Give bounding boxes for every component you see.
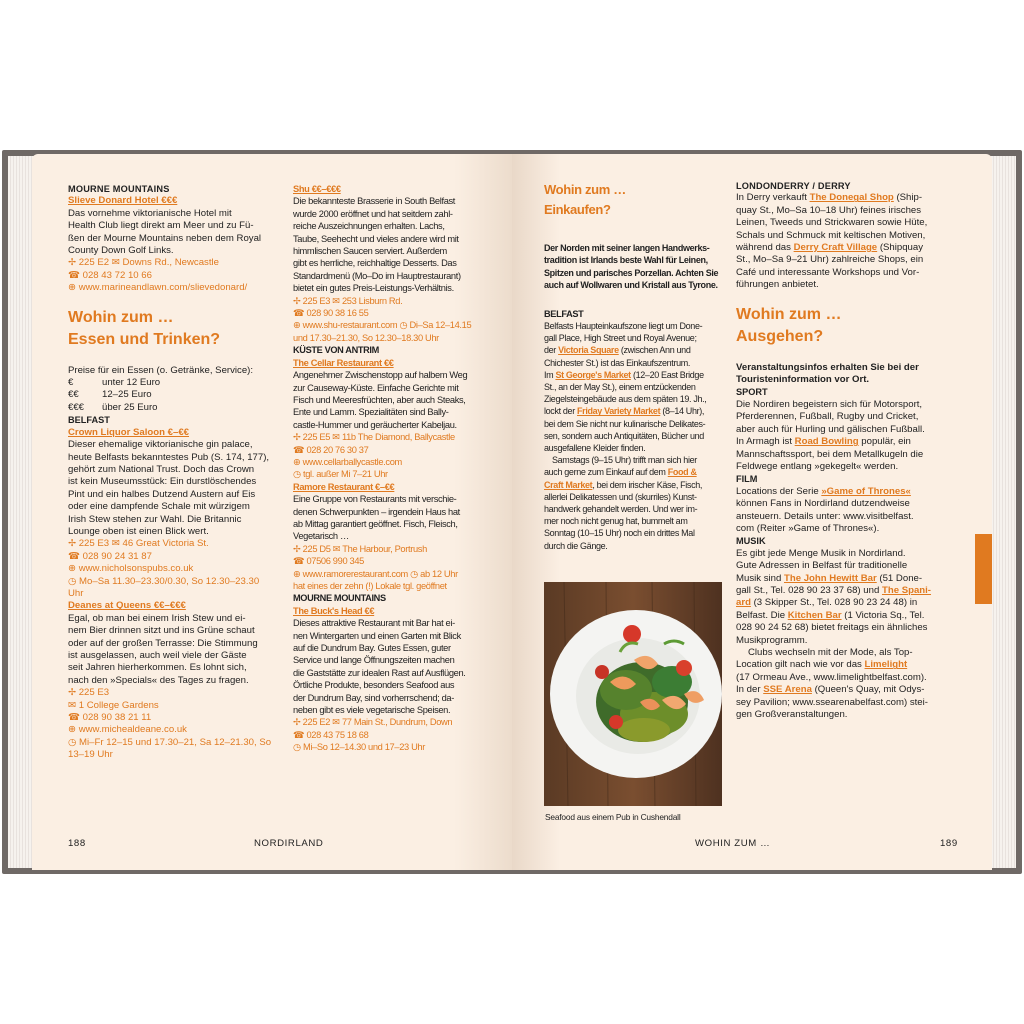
venue-description: Die bekannteste Brasserie in South Belfast wurde 2000 eröffnet und hat seitdem zahl- reiche Auszeichnungen erhalten. Lachs, Taube, Seehecht und vieles andere wird mit himmlischen Saucen serviert. Außerdem gibt es herrliche, reichhaltige Desserts. Das Standardmenü (Mo–Do im Hauptrestaurant) bietet ein gutes Preis-Leistungs-Verhältnis. — [293, 196, 461, 294]
venue-name[interactable]: Ramore Restaurant €–€€ — [293, 481, 395, 492]
venue-details: ✢ 225 E3 ✉ 46 Great Victoria St. ☎ 028 90 24 31 87 ⊕ www.nicholsonspubs.co.uk ◷ Mo–Sa 11.30–23.30/0.30, So 12.30–23.30 Uhr — [68, 538, 280, 600]
venue-description: Dieser ehemalige viktorianische gin palace, heute Belfasts bekanntestes Pub (S. 174, 177), gehört zum National Trust. Doch das Crown ist kein Museumsstück: Ein durstlöschendes Pint und ein halbes Dutzend Austern auf Eis oder eine dampfende Schale mit würzigem Irish Stew stehen zur Wahl. Die Britannic Lounge oben ist einen Blick wert. — [68, 439, 270, 537]
venue-name[interactable]: Shu €€–€€€ — [293, 184, 341, 194]
section-title-ausgehen: Wohin zum … Ausgehen? — [736, 305, 842, 345]
venue-website-link[interactable]: ⊕ www.shu-restaurant.com ◷ Di–Sa 12–14.15 — [293, 320, 472, 331]
venue-description: Eine Gruppe von Restaurants mit verschie- denen Schwerpunkten – irgendein Haus hat ab Mittag garantiert geöffnet. Fisch, Fleisch, Vegetarisch … — [293, 494, 460, 542]
venue-name[interactable]: Deanes at Queens €€–€€€ — [68, 600, 186, 612]
venue-website-link[interactable]: ⊕ www.cellarballycastle.com — [293, 456, 402, 467]
venue-details: ✢ 225 E2 ✉ 77 Main St., Dundrum, Down ☎ 028 43 75 18 68 ◷ Mi–So 12–14.30 und 17–23 Uhr — [293, 717, 453, 753]
friday-variety-market-link[interactable]: Friday Variety Market — [577, 406, 661, 417]
running-head-right: WOHIN ZUM … — [695, 838, 771, 849]
venue-website-link[interactable]: ⊕ www.marineandlawn.com/slievedonard/ — [68, 282, 248, 294]
region-title: MOURNE MOUNTAINS — [68, 184, 170, 194]
sport-paragraph: Die Nordiren begeistern sich für Motorsport, Pferderennen, Fußball, Rugby und Cricket, aber auch für Hurling und gälischen Fußball. In Armagh ist Road Bowling populär, ein Mannschaftssport, bei dem Metallkugeln die Feldwege entlang »gekegelt« werden. — [736, 398, 925, 472]
venue-description: Angenehmer Zwischenstopp auf halbem Weg zur Causeway-Küste. Einfache Gerichte mit Fisch und Meeresfrüchten, aber auch Steaks, Ente und Lamm. Spezialitäten sind Bally- castle-Hummer und geräucherter Kabeljau. — [293, 370, 468, 430]
venue-details: ✢ 225 E3 ✉ 253 Lisburn Rd. ☎ 028 90 38 16 55 ⊕ www.shu-restaurant.com ◷ Di–Sa 12–14.15 und 17.30–21.30, So 12.30–18.30 Uhr — [293, 295, 489, 345]
venue-website-link[interactable]: ⊕ www.nicholsonspubs.co.uk — [68, 563, 194, 575]
venue-details: ✢ 225 E5 ✉ 11b The Diamond, Ballycastle ☎ 028 20 76 30 37 ⊕ www.cellarballycastle.com ◷ tgl. außer Mi 7–21 Uhr — [293, 431, 489, 481]
derry-paragraph: In Derry verkauft The Donegal Shop (Ship- quay St., Mo–Sa 10–18 Uhr) feines irisches Leinen, Tweeds und Strickwaren sowie Hüte, Schals und Schmuck mit keltischen Motiven, während das Derry Craft Village (Shipquay St., Mo–Sa 9–21 Uhr) zahlreiche Shops, ein Café und interessante Workshops und Vor- führungen anbietet. — [736, 192, 928, 291]
venue-details: ✢ 225 D5 ✉ The Harbour, Portrush ☎ 07506 990 345 ⊕ www.ramorerestaurant.com ◷ ab 12 Uhr hat eines der zehn (!) Lokale tgl. geöffnet — [293, 543, 489, 593]
price-row: €€€ über 25 Euro — [68, 401, 158, 413]
game-of-thrones-link[interactable]: »Game of Thrones« — [821, 485, 911, 497]
venue-website-link[interactable]: ⊕ www.michealdeane.co.uk — [68, 724, 187, 736]
right-column-1 — [544, 180, 722, 552]
price-row: € unter 12 Euro — [68, 377, 161, 389]
road-bowling-link[interactable]: Road Bowling — [794, 436, 859, 448]
shopping-paragraph: Belfasts Haupteinkaufszone liegt um Done- gall Place, High Street und Royal Avenue; der Victoria Square (zwischen Ann und Chichester St.) ist das Einkaufszentrum. Im St George's Market (12–20 East Bridge St., an der May St.), einem entzückenden Ziegelsteingebäude aus dem späten 19. Jh., lockt der Friday Variety Market (8–14 Uhr), bei dem Sie nicht nur kulinarische Delikates- sen, sondern auch Antiquitäten, Bücher und ausgefallene Kleider finden. Samstags (9–15 Uhr) trifft man sich hier auch gerne zum Einkauf auf dem Food & Craft Market, bei dem irischer Käse, Fisch, allerlei Delikatessen und (skurriles) Kunst- handwerk gehandelt werden. Und wer im- mer noch nicht genug hat, bummelt am Sonntag (10–15 Uhr) noch ein drittes Mal durch die Gänge. — [544, 321, 707, 551]
john-hewitt-bar-link[interactable]: The John Hewitt Bar — [783, 572, 877, 584]
venue-description: Das vornehme viktorianische Hotel mit Health Club liegt direkt am Meer und zu Fü- ßen der Mourne Mountains neben dem Royal County Down Golf Links. — [68, 207, 262, 257]
region-title: BELFAST — [544, 308, 584, 319]
price-legend — [68, 377, 280, 414]
sse-arena-link[interactable]: SSE Arena — [763, 684, 812, 696]
running-head-left: NORDIRLAND — [254, 838, 324, 849]
venue-details: ✢ 225 E3 ✉ 1 College Gardens ☎ 028 90 38 21 11 ⊕ www.michealdeane.co.uk ◷ Mi–Fr 12–15 und 17.30–21, Sa 12–21.30, So 13–19 Uhr — [68, 687, 280, 761]
page-number-left: 188 — [68, 838, 86, 849]
food-craft-market-link-cont[interactable]: Craft Market — [544, 479, 593, 490]
venue-website-link[interactable]: ⊕ www.ramorerestaurant.com ◷ ab 12 Uhr — [293, 568, 458, 579]
page-edges-left — [8, 156, 34, 868]
page-edges-right — [990, 156, 1016, 868]
venue-name[interactable]: The Buck's Head €€ — [293, 605, 375, 616]
section-title-einkaufen: Wohin zum … Einkaufen? — [544, 182, 626, 217]
region-title: MOURNE MOUNTAINS — [293, 593, 386, 604]
section-title-essen: Wohin zum … Essen und Trinken? — [68, 308, 221, 348]
subsection-musik: MUSIK — [736, 536, 766, 547]
venue-name[interactable]: Crown Liquor Saloon €–€€ — [68, 426, 190, 438]
right-column-2 — [736, 180, 958, 721]
musik-paragraph: Es gibt jede Menge Musik in Nordirland. Gute Adressen in Belfast für traditionelle Musik sind The John Hewitt Bar (51 Done- gall St., Tel. 028 90 23 37 68) und The Spani- ard (3 Skipper St., Tel. 028 90 23 24 48) in Belfast. Die Kitchen Bar (1 Victoria Sq., Tel. 028 90 24 52 68) bietet freitags ein ähnliches Musikprogramm. Clubs wechseln mit der Mode, als Top- Location gilt nach wie vor das Limelight (17 Ormeau Ave., www.limelightbelfast.com). In der SSE Arena (Queen's Quay, mit Odys- sey Pavilion; www.ssearenabelfast.com) stei- gen Großveranstaltungen. — [736, 547, 932, 721]
left-column-2 — [293, 183, 489, 754]
the-spaniard-link-cont[interactable]: ard — [736, 597, 751, 609]
venue-details: ✢ 225 E2 ✉ Downs Rd., Newcastle ☎ 028 43 72 10 66 ⊕ www.marineandlawn.com/slievedonard/ — [68, 257, 280, 294]
film-paragraph: Locations der Serie »Game of Thrones« können Fans in Nordirland dutzendweise ansteuern. Details unter: www.visitbelfast. com (Reiter »Game of Thrones«). — [736, 485, 914, 534]
left-column-1 — [68, 183, 280, 762]
section-intro: Der Norden mit seiner langen Handwerks- tradition ist Irlands beste Wahl für Leinen, Spitzen und parisches Porzellan. Achten Sie auch auf Wollwaren und Kristall aus Tyrone. — [544, 243, 719, 291]
price-intro: Preise für ein Essen (o. Getränke, Service): — [68, 364, 254, 376]
venue-name[interactable]: Slieve Donard Hotel €€€ — [68, 195, 178, 207]
region-title: KÜSTE VON ANTRIM — [293, 345, 379, 356]
seafood-plate-illustration — [544, 582, 722, 806]
region-title: LONDONDERRY / DERRY — [736, 181, 851, 191]
chapter-tab-marker — [975, 534, 992, 604]
region-title: BELFAST — [68, 415, 110, 426]
kitchen-bar-link[interactable]: Kitchen Bar — [787, 609, 842, 621]
venue-description: Egal, ob man bei einem Irish Stew und ei- nem Bier drinnen sitzt und ins Grüne schaut oder auf der großen Terrasse: Die Stimmung ist ausgelassen, auch weil viele der Gäste seit Jahren hierherkommen. Es lohnt sich, nach den »Specials« des Tages zu fragen. — [68, 612, 258, 686]
venue-name[interactable]: The Cellar Restaurant €€ — [293, 357, 394, 368]
donegal-shop-link[interactable]: The Donegal Shop — [809, 192, 894, 204]
price-row: €€ 12–25 Euro — [68, 389, 152, 401]
st-georges-market-link[interactable]: St George's Market — [555, 369, 631, 380]
the-spaniard-link[interactable]: The Spani- — [881, 584, 932, 596]
subsection-film: FILM — [736, 474, 758, 485]
photo-caption: Seafood aus einem Pub in Cushendall — [545, 812, 681, 822]
limelight-link[interactable]: Limelight — [864, 659, 908, 671]
subsection-sport: SPORT — [736, 387, 768, 398]
section-intro: Veranstaltungsinfos erhalten Sie bei der Touristeninformation vor Ort. — [736, 361, 919, 386]
venue-description: Dieses attraktive Restaurant mit Bar hat ei- nen Wintergarten und einen Garten mit Blick auf die Dundrum Bay. Gutes Essen, guter Service und lange Öffnungszeiten machen die Gaststätte zur idealen Rast auf Ausflügen. Örtliche Produkte, besonders Seafood aus der Dundrum Bay, sind vorherrschend; da- neben gibt es viele vegetarische Speisen. — [293, 618, 466, 716]
seafood-photo — [544, 582, 722, 806]
page-number-right: 189 — [940, 838, 958, 849]
victoria-square-link[interactable]: Victoria Square — [558, 345, 619, 356]
food-craft-market-link[interactable]: Food & — [667, 467, 697, 478]
derry-craft-village-link[interactable]: Derry Craft Village — [793, 242, 878, 254]
